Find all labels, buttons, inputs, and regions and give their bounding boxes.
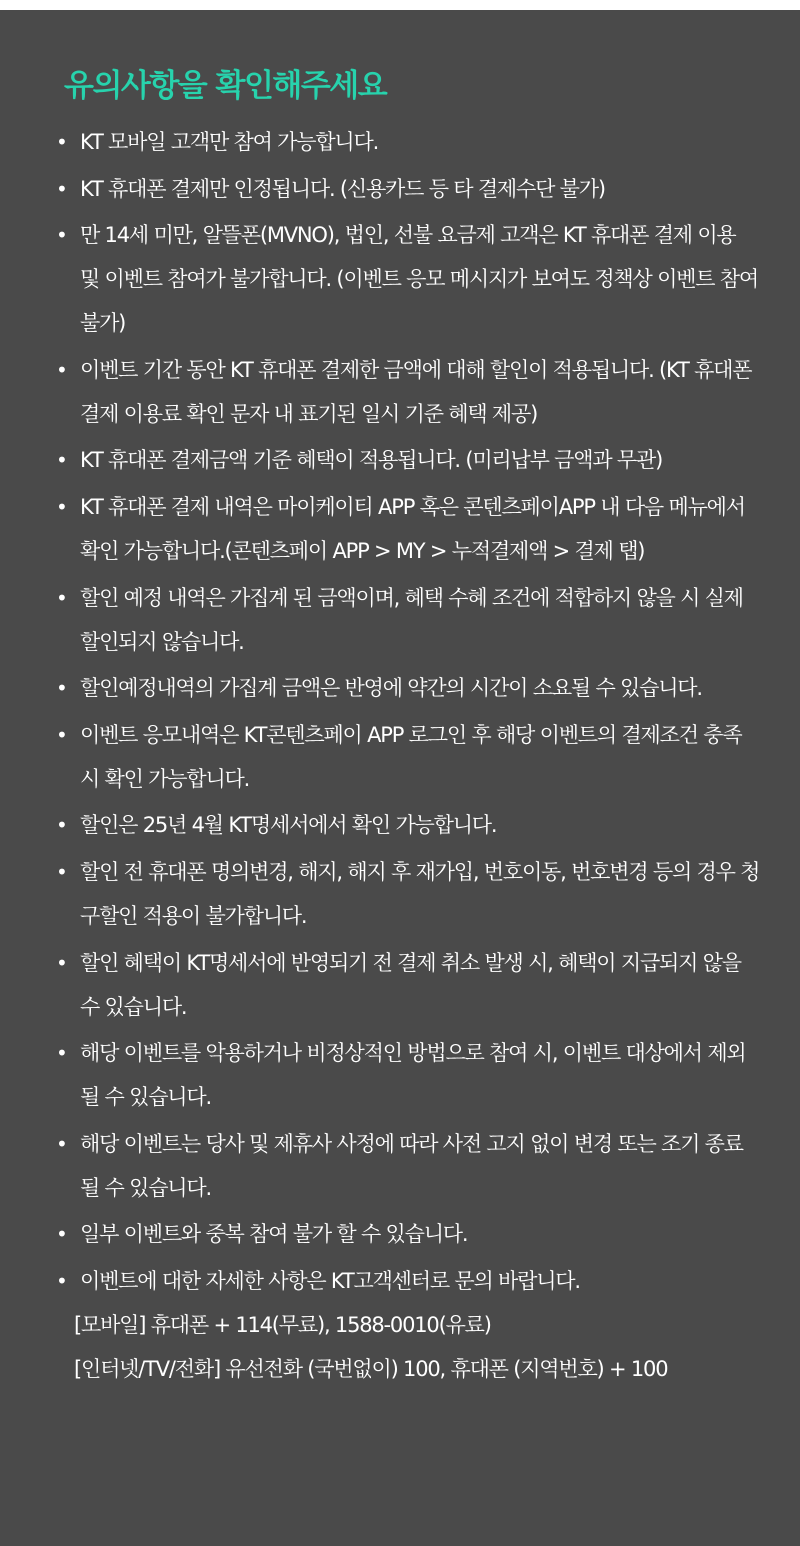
notice-text: KT 모바일 고객만 참여 가능합니다. xyxy=(80,130,379,154)
bullet-icon: • xyxy=(56,722,67,747)
notice-list xyxy=(0,120,800,1394)
notice-text: 해당 이벤트를 악용하거나 비정상적인 방법으로 참여 시, 이벤트 대상에서 제외될 수 있습니다. xyxy=(80,1041,746,1110)
notice-text: 할인예정내역의 가집계 금액은 반영에 약간의 시간이 소요될 수 있습니다. xyxy=(80,676,702,701)
notice-item xyxy=(0,941,800,1029)
bullet-icon: • xyxy=(56,1041,67,1066)
notice-text: 할인 전 휴대폰 명의변경, 해지, 해지 후 재가입, 번호이동, 번호변경 등의 경우 청구할인 적용이 불가합니다. xyxy=(80,859,760,928)
notice-text: KT 휴대폰 결제금액 기준 혜택이 적용됩니다. (미리납부 금액과 무관) xyxy=(80,448,663,473)
notice-item xyxy=(0,850,800,938)
bullet-icon: • xyxy=(56,950,67,975)
notice-item xyxy=(0,803,800,847)
notice-text: 할인 혜택이 KT명세서에 반영되기 전 결제 취소 발생 시, 혜택이 지급되지 않을 수 있습니다. xyxy=(80,950,741,1019)
bullet-icon: • xyxy=(56,813,67,838)
notice-text: 일부 이벤트와 중복 참여 불가 할 수 있습니다. xyxy=(80,1222,468,1247)
contact-internet-tv-phone: [인터넷/TV/전화] 유선전화 (국번없이) 100, 휴대폰 (지역번호) + 100 xyxy=(74,1356,668,1381)
notice-text: 이벤트 기간 동안 KT 휴대폰 결제한 금액에 대해 할인이 적용됩니다. (KT 휴대폰 결제 이용료 확인 문자 내 표기된 일시 기준 혜택 제공) xyxy=(80,357,752,426)
notice-text: 할인은 25년 4월 KT명세서에서 확인 가능합니다. xyxy=(80,813,497,838)
notice-text: 이벤트 응모내역은 KT콘텐츠페이 APP 로그인 후 해당 이벤트의 결제조건 충족 시 확인 가능합니다. xyxy=(80,722,742,791)
notice-item xyxy=(0,1031,800,1119)
bullet-icon: • xyxy=(56,223,67,248)
notice-item xyxy=(0,167,800,211)
notice-item xyxy=(0,1122,800,1210)
notice-text: KT 휴대폰 결제만 인정됩니다. (신용카드 등 타 결제수단 불가) xyxy=(80,176,605,201)
bullet-icon: • xyxy=(56,494,67,519)
notice-panel xyxy=(0,10,800,1546)
notice-item xyxy=(0,1212,800,1256)
bullet-icon: • xyxy=(56,357,67,382)
notice-item xyxy=(0,120,800,164)
notice-text: 만 14세 미만, 알뜰폰(MVNO), 법인, 선불 요금제 고객은 KT 휴대폰 결제 이용 및 이벤트 참여가 불가합니다. (이벤트 응모 메시지가 보여도 정책상 이벤트 참여 불가) xyxy=(80,223,758,336)
notice-text: KT 휴대폰 결제 내역은 마이케이티 APP 혹은 콘텐츠페이APP 내 다음 메뉴에서 확인 가능합니다.(콘텐츠페이 APP > MY > 누적결제액 > 결제 탭) xyxy=(80,494,745,563)
notice-item xyxy=(0,713,800,801)
notice-item-contact xyxy=(0,1259,800,1391)
bullet-icon: • xyxy=(56,585,67,610)
notice-text: 해당 이벤트는 당사 및 제휴사 사정에 따라 사전 고지 없이 변경 또는 조기 종료될 수 있습니다. xyxy=(80,1131,743,1200)
notice-item xyxy=(0,348,800,436)
contact-mobile: [모바일] 휴대폰 + 114(무료), 1588-0010(유료) xyxy=(74,1312,491,1337)
bullet-icon: • xyxy=(56,1268,67,1293)
notice-item xyxy=(0,438,800,482)
notice-item xyxy=(0,485,800,573)
notice-item xyxy=(0,666,800,710)
bullet-icon: • xyxy=(56,448,67,473)
notice-text: 이벤트에 대한 자세한 사항은 KT고객센터로 문의 바랍니다. xyxy=(80,1268,580,1293)
bullet-icon: • xyxy=(56,176,67,201)
notice-text: 할인 예정 내역은 가집계 된 금액이며, 혜택 수혜 조건에 적합하지 않을 시 실제 할인되지 않습니다. xyxy=(80,585,743,654)
bullet-icon: • xyxy=(56,1131,67,1156)
bullet-icon: • xyxy=(56,859,67,884)
notice-item xyxy=(0,213,800,345)
notice-item xyxy=(0,576,800,664)
notice-title: 유의사항을 확인해주세요 xyxy=(64,68,387,104)
bullet-icon: • xyxy=(56,130,67,154)
bullet-icon: • xyxy=(56,1222,67,1247)
bullet-icon: • xyxy=(56,676,67,701)
